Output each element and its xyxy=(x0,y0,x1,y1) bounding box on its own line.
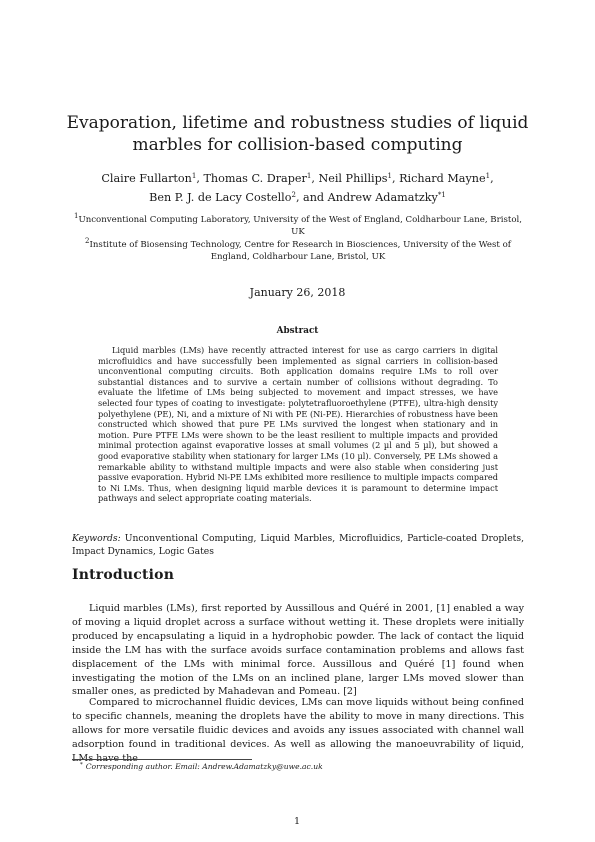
abstract-heading: Abstract xyxy=(276,326,319,336)
author: Thomas C. Draper$^1$, xyxy=(203,172,319,185)
keywords xyxy=(72,532,524,558)
abstract-text: Liquid marbles (LMs) have recently attracted interest for use as cargo carriers in digital microfluidics and have successfully been implemented as signal carriers in collision-based unconventional computing circuits. Both application domains require LMs to roll over substantial distances and to survive a certain number of collisions without degrading. To evaluate the lifetime of LMs being subjected to movement and impact stresses, we have selected four types of coating to investigate: polytetrafluoroethylene (PTFE), ultra-high density polyethylene (PE), Ni, and a mixture of Ni with PE (Ni-PE). Hierarchies of robustness have been constructed which showed that pure PE LMs survived the longest when stationary and in motion. Pure PTFE LMs were shown to be the least resilient to multiple impacts and provided minimal protection against evaporative losses at small volumes (2 µl and 5 µl), but showed a good evaporative stability when stationary for larger LMs (10 µl). Conversely, PE LMs showed a remarkable ability to withstand multiple impacts and were also stable when considering just passive evaporation. Hybrid Ni-PE LMs exhibited more resilience to multiple impacts compared to Ni LMs. Thus, when designing liquid marble devices it is paramount to determine impact pathways and select appropriate coating materials. xyxy=(98,345,498,504)
keywords-label: Keywords: xyxy=(72,533,121,544)
paper-title: Evaporation, lifetime and robustness studies of liquid marbles for collision-based computing xyxy=(66,113,529,155)
footnote: * Corresponding author. Email: Andrew.Adamatzky@uwe.ac.uk xyxy=(80,762,323,771)
keywords-text: Unconventional Computing, Liquid Marbles, Microfluidics, Particle-coated Droplets, Impact Dynamics, Logic Gates xyxy=(72,533,524,557)
author: Claire Fullarton$^1$, xyxy=(101,172,204,185)
author: Richard Mayne$^1$, xyxy=(399,172,494,185)
author: Andrew Adamatzky$^{*1}$ xyxy=(327,191,446,204)
author-list xyxy=(80,168,515,206)
affiliation: $^1$Unconventional Computing Laboratory, University of the West of England, Coldharbour Lane, Bristol, UK xyxy=(74,212,522,237)
body-paragraph: Liquid marbles (LMs), first reported by Aussillous and Quéré in 2001, [1] enabled a way of moving a liquid droplet across a surface without wetting it. These droplets were initially produced by encapsulating a liquid in a hydrophobic powder. The lack of contact the liquid inside the LM has with the surface avoids surface contamination problems and allows fast displacement of the LMs with minimal force. Aussillous and Quéré [1] found when investigating the motion of the LMs on an inclined plane, larger LMs moved slower than smaller ones, as predicted by Mahadevan and Pomeau. [2] xyxy=(72,603,524,698)
author: Ben P. J. de Lacy Costello$^2$, and xyxy=(149,191,328,204)
author: Neil Phillips$^1$, xyxy=(318,172,400,185)
affiliation: $^2$Institute of Biosensing Technology, Centre for Research in Biosciences, University of the West of England, Coldharbour Lane, Bristol, UK xyxy=(85,237,511,262)
footnote-divider xyxy=(72,759,252,760)
body-paragraph: Compared to microchannel fluidic devices, LMs can move liquids without being confined to specific channels, meaning the droplets have the ability to move in many directions. This allows for more versatile fluidic devices and avoids any issues associated with channel wall adsorption found in traditional devices. As well as allowing the manoeuvrability of liquid, LMs have the xyxy=(72,697,524,764)
section-heading: Introduction xyxy=(72,567,175,583)
publication-date: January 26, 2018 xyxy=(249,286,346,299)
page-number: 1 xyxy=(293,816,301,827)
